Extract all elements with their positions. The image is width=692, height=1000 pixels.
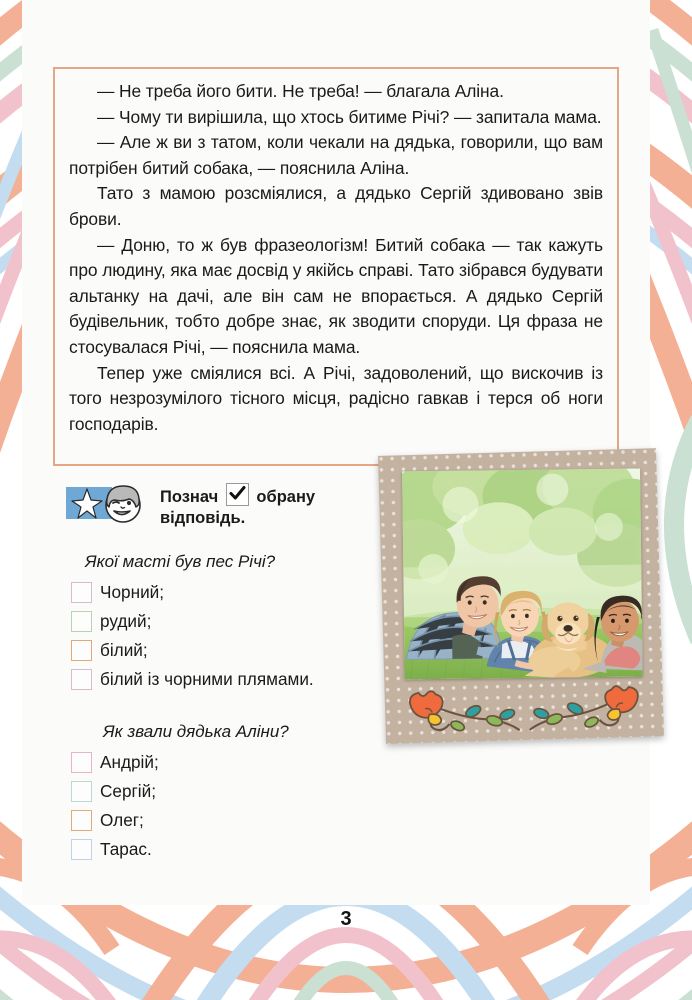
story-paragraph: — Не треба його бити. Не треба! — благала Аліна. [97, 81, 504, 101]
floral-decoration-icon [399, 680, 650, 739]
answer-option-label: Тарас. [100, 838, 152, 859]
question-block-2 [85, 722, 385, 864]
story-paragraph: Тепер уже сміялися всі. А Річі, задоволений, що вискочив із того незрозумілого тісного місця, радісно гавкав і терся об ноги господарів. [69, 362, 603, 434]
task-instruction-text [160, 481, 315, 529]
answer-option-label: білий; [100, 639, 148, 660]
answer-option[interactable] [71, 578, 385, 607]
answer-checkbox[interactable] [71, 752, 92, 773]
question-block-1 [85, 552, 385, 694]
story-paragraph: Тато з мамою розсміялися, а дядько Сергій здивовано звів брови. [69, 183, 603, 229]
answer-option[interactable] [71, 806, 385, 835]
answer-option-list [85, 578, 385, 694]
family-with-dog-photo [402, 469, 643, 680]
answer-option[interactable] [71, 607, 385, 636]
task-instruction-row [66, 481, 386, 529]
answer-option[interactable] [71, 636, 385, 665]
answer-checkbox[interactable] [71, 640, 92, 661]
answer-checkbox[interactable] [71, 810, 92, 831]
answer-checkbox[interactable] [71, 582, 92, 603]
answer-checkbox[interactable] [71, 669, 92, 690]
answer-option-label: Андрій; [100, 751, 159, 772]
answer-option-label: рудий; [100, 610, 152, 631]
answer-checkbox[interactable] [71, 781, 92, 802]
story-text-box [53, 67, 619, 466]
checkmark-icon [226, 483, 249, 506]
question-title: Як звали дядька Аліни? [103, 722, 289, 741]
family-with-dog-photo-card [378, 448, 664, 744]
answer-option-label: Чорний; [100, 581, 165, 602]
task-text-before: Познач [160, 488, 219, 506]
answer-checkbox[interactable] [71, 611, 92, 632]
answer-checkbox[interactable] [71, 839, 92, 860]
story-paragraph: — Але ж ви з татом, коли чекали на дядька, говорили, що вам потрібен битий собака, — пояснила Аліна. [69, 132, 603, 178]
answer-option-label: Олег; [100, 809, 144, 830]
story-paragraph: — Доню, то ж був фразеологізм! Битий собака — так кажуть про людину, яка має досвід у якійсь справі. Тато зібрався будувати альтанку на дачі, але він сам не впорається. А дядько Сергій будівельник, тобто добре знає, як зводити споруди. Ця фраза не стосувалася Річі, — пояснила мама. [69, 234, 603, 357]
answer-option[interactable] [71, 777, 385, 806]
answer-option[interactable] [71, 835, 385, 864]
question-title: Якої масті був пес Річі? [85, 552, 276, 571]
page-number: 3 [340, 908, 352, 930]
answer-option-label: Сергій; [100, 780, 156, 801]
answer-option-list [85, 748, 385, 864]
answer-option-label: білий із чорними плямами. [100, 668, 314, 689]
answer-option[interactable] [71, 748, 385, 777]
boy-face-star-badge-icon [66, 481, 150, 525]
task-text-line2: відповідь. [160, 509, 246, 527]
story-paragraph: — Чому ти вирішила, що хтось битиме Річі? — запитала мама. [97, 106, 602, 127]
task-text-after: обрану [256, 488, 316, 506]
answer-option[interactable] [71, 665, 385, 694]
